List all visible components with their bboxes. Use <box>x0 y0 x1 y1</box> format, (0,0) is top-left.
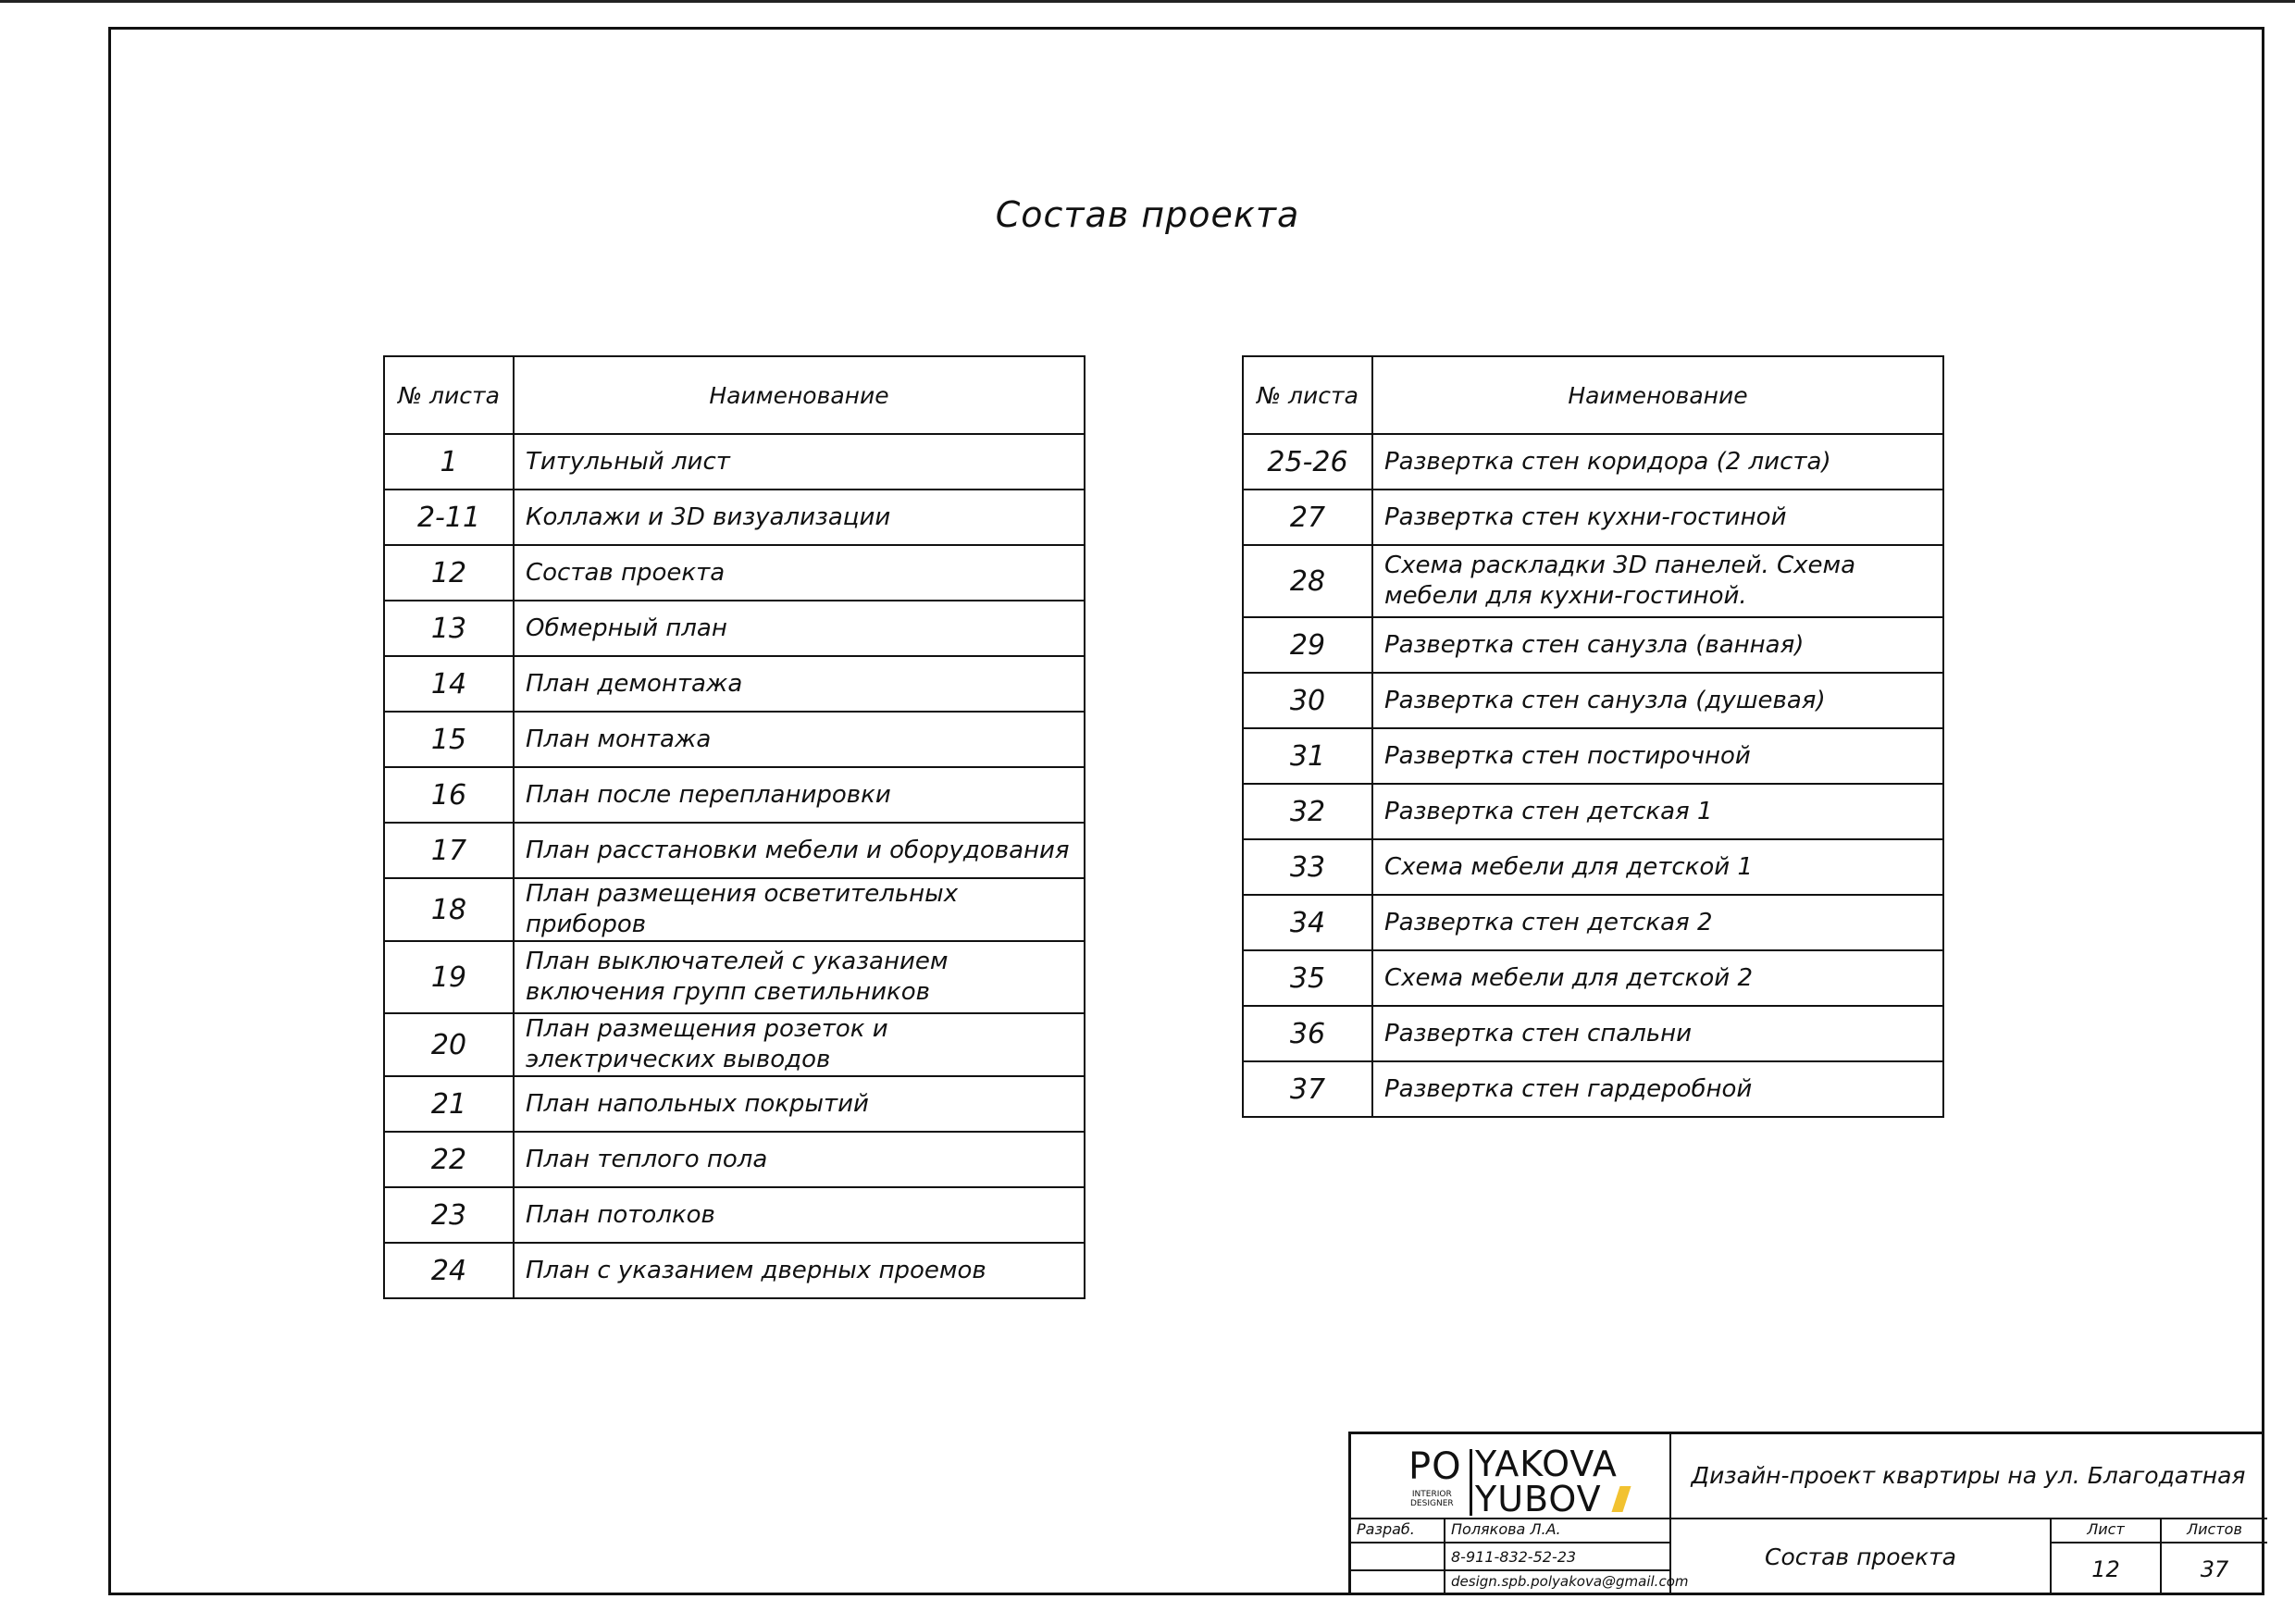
sheet-number: 22 <box>384 1132 514 1187</box>
sheet-name: Развертка стен спальни <box>1372 1006 1943 1061</box>
stamp-divider <box>1351 1542 1669 1543</box>
project-title: Дизайн-проект квартиры на ул. Благодатная <box>1691 1462 2246 1489</box>
title-block <box>1348 1432 2264 1595</box>
sheets-value: 37 <box>2200 1556 2229 1582</box>
table-row <box>384 601 1085 656</box>
table-row <box>384 656 1085 712</box>
logo-bar <box>1470 1449 1472 1516</box>
table-row <box>384 1187 1085 1243</box>
sheet-number: 24 <box>384 1243 514 1298</box>
sheet-name: Состав проекта <box>514 545 1085 601</box>
sheet-list-table-right <box>1242 355 1944 1118</box>
table-row <box>1243 545 1943 617</box>
table-row <box>384 1132 1085 1187</box>
sheet-number: 18 <box>384 878 514 941</box>
sheet-number: 15 <box>384 712 514 767</box>
sheet-name: Коллажи и 3D визуализации <box>514 490 1085 545</box>
table-row <box>384 941 1085 1013</box>
company-logo <box>1408 1444 1631 1518</box>
sheet-name: План размещения розеток и электрических выводов <box>514 1013 1085 1076</box>
sheet-name: План после перепланировки <box>514 767 1085 823</box>
sheets-label: Листов <box>2187 1520 2242 1538</box>
table-row <box>384 490 1085 545</box>
sheet-name: Развертка стен санузла (душевая) <box>1372 673 1943 728</box>
table-row <box>384 767 1085 823</box>
logo-subtitle <box>1410 1490 1454 1508</box>
sheet-number: 37 <box>1243 1061 1372 1117</box>
sheet-name: План с указанием дверных проемов <box>514 1243 1085 1298</box>
top-border-line <box>0 0 2295 3</box>
sheet-name: Схема раскладки 3D панелей. Схема мебели для кухни-гостиной. <box>1372 545 1943 617</box>
table-row <box>1243 1061 1943 1117</box>
table-row <box>1243 950 1943 1006</box>
sheet-number: 12 <box>384 545 514 601</box>
sheet-name: План размещения осветительных приборов <box>514 878 1085 941</box>
stamp-divider <box>1351 1569 1669 1571</box>
table-header-row <box>384 356 1085 434</box>
developer-name: Полякова Л.А. <box>1451 1520 1561 1538</box>
table-row <box>384 545 1085 601</box>
sheet-name: План монтажа <box>514 712 1085 767</box>
sheet-label: Лист <box>2087 1520 2125 1538</box>
sheet-number: 34 <box>1243 895 1372 950</box>
sheet-value: 12 <box>2091 1556 2120 1582</box>
sheet-number: 25-26 <box>1243 434 1372 490</box>
sheet-name: План напольных покрытий <box>514 1076 1085 1132</box>
sheet-number: 23 <box>384 1187 514 1243</box>
sheet-name: План потолков <box>514 1187 1085 1243</box>
sheet-number: 1 <box>384 434 514 490</box>
sheet-name: Схема мебели для детской 1 <box>1372 839 1943 895</box>
table-row <box>1243 617 1943 673</box>
sheet-number: 32 <box>1243 784 1372 839</box>
sheet-number: 28 <box>1243 545 1372 617</box>
header-name: Наименование <box>1372 356 1943 434</box>
logo-po: PO <box>1408 1445 1462 1488</box>
table-row <box>1243 895 1943 950</box>
sheet-title: Состав проекта <box>1765 1543 1956 1570</box>
sheet-name: Развертка стен детская 1 <box>1372 784 1943 839</box>
developer-phone: 8-911-832-52-23 <box>1451 1548 1577 1566</box>
table-row <box>384 1076 1085 1132</box>
table-row <box>384 1013 1085 1076</box>
header-num: № листа <box>1243 356 1372 434</box>
sheet-number: 31 <box>1243 728 1372 784</box>
logo-line1: YAKOVA <box>1475 1444 1618 1484</box>
sheet-name: Развертка стен гардеробной <box>1372 1061 1943 1117</box>
table-row <box>384 878 1085 941</box>
sheet-name: План теплого пола <box>514 1132 1085 1187</box>
table-row <box>384 823 1085 878</box>
sheet-number: 2-11 <box>384 490 514 545</box>
table-header-row <box>1243 356 1943 434</box>
sheet-number: 19 <box>384 941 514 1013</box>
table-row <box>384 712 1085 767</box>
sheet-name: Титульный лист <box>514 434 1085 490</box>
page-title: Состав проекта <box>995 194 1300 235</box>
table-row <box>384 434 1085 490</box>
sheet-name: Обмерный план <box>514 601 1085 656</box>
sheet-name: Развертка стен детская 2 <box>1372 895 1943 950</box>
sheet-number: 36 <box>1243 1006 1372 1061</box>
sheet-number: 13 <box>384 601 514 656</box>
developer-label: Разраб. <box>1357 1520 1415 1538</box>
sheet-list-table-left <box>383 355 1085 1299</box>
table-row <box>1243 839 1943 895</box>
sheet-name: Схема мебели для детской 2 <box>1372 950 1943 1006</box>
sheet-number: 20 <box>384 1013 514 1076</box>
table-row <box>1243 673 1943 728</box>
table-row <box>1243 784 1943 839</box>
developer-email: design.spb.polyakova@gmail.com <box>1451 1573 1689 1590</box>
sheet-name: Развертка стен кухни-гостиной <box>1372 490 1943 545</box>
sheet-number: 30 <box>1243 673 1372 728</box>
table-row <box>1243 1006 1943 1061</box>
sheet-number: 16 <box>384 767 514 823</box>
logo-line2: YUBOV <box>1475 1479 1602 1519</box>
table-row <box>1243 490 1943 545</box>
sheet-number: 17 <box>384 823 514 878</box>
sheet-name: План демонтажа <box>514 656 1085 712</box>
header-name: Наименование <box>514 356 1085 434</box>
table-row <box>384 1243 1085 1298</box>
sheet-number: 33 <box>1243 839 1372 895</box>
sheet-number: 35 <box>1243 950 1372 1006</box>
sheet-name: Развертка стен постирочной <box>1372 728 1943 784</box>
logo-sub2: DESIGNER <box>1410 1499 1454 1508</box>
stamp-divider <box>1444 1518 1445 1595</box>
sheet-number: 14 <box>384 656 514 712</box>
sheet-name: Развертка стен санузла (ванная) <box>1372 617 1943 673</box>
sheet-name: План расстановки мебели и оборудования <box>514 823 1085 878</box>
table-row <box>1243 728 1943 784</box>
table-row <box>1243 434 1943 490</box>
sheet-name: План выключателей с указанием включения групп светильников <box>514 941 1085 1013</box>
sheet-number: 27 <box>1243 490 1372 545</box>
sheet-number: 29 <box>1243 617 1372 673</box>
logo-accent-slash <box>1611 1486 1631 1512</box>
logo-sub1: INTERIOR <box>1411 1490 1452 1499</box>
sheet-number: 21 <box>384 1076 514 1132</box>
header-num: № листа <box>384 356 514 434</box>
sheet-name: Развертка стен коридора (2 листа) <box>1372 434 1943 490</box>
